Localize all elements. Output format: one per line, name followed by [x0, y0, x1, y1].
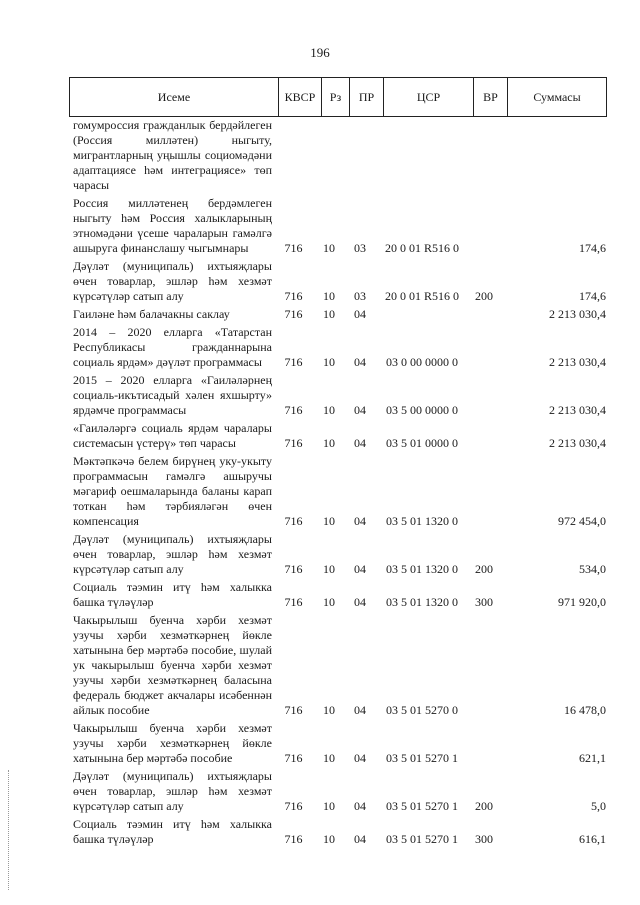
header-kbsr: КВСР — [279, 78, 322, 117]
row-rz: 10 — [323, 436, 335, 450]
row-pr: 04 — [354, 595, 366, 609]
row-sum: 174,6 — [579, 241, 606, 255]
row-csr: 20 0 01 R516 0 — [384, 241, 459, 255]
row-sum: 2 213 030,4 — [549, 436, 606, 450]
table-header — [69, 77, 607, 117]
row-kbsr: 716 — [284, 514, 303, 528]
row-pr: 04 — [354, 703, 366, 717]
header-vr: ВР — [474, 78, 508, 117]
row-pr: 04 — [354, 307, 366, 321]
row-sum: 16 478,0 — [564, 703, 606, 717]
row-sum: 2 213 030,4 — [549, 403, 606, 417]
row-kbsr: 716 — [284, 751, 303, 765]
header-csr: ЦСР — [384, 78, 474, 117]
margin-marks — [8, 770, 11, 890]
row-pr: 03 — [354, 289, 366, 303]
header-rz: Рз — [322, 78, 350, 117]
row-pr: 04 — [354, 436, 366, 450]
row-pr: 04 — [354, 514, 366, 528]
row-sum: 534,0 — [579, 562, 606, 576]
row-name: Социаль тәэмин итү һәм халыкка башка түләүләр — [73, 580, 272, 609]
row-vr: 200 — [475, 799, 493, 813]
row-rz: 10 — [323, 832, 335, 846]
row-csr: 03 5 01 5270 1 — [386, 799, 458, 813]
table-row — [73, 580, 606, 610]
table-row — [73, 721, 606, 766]
row-kbsr: 716 — [284, 403, 303, 417]
row-sum: 5,0 — [591, 799, 606, 813]
row-rz: 10 — [323, 241, 335, 255]
row-vr: 300 — [475, 595, 493, 609]
row-csr: 03 5 01 1320 0 — [386, 595, 458, 609]
row-rz: 10 — [323, 703, 335, 717]
row-sum: 174,6 — [579, 289, 606, 303]
row-pr: 03 — [354, 241, 366, 255]
row-rz: 10 — [323, 562, 335, 576]
row-kbsr: 716 — [284, 832, 303, 846]
row-name: Дәүләт (муниципаль) ихтыяҗлары өчен товарлар, эшләр һәм хезмәт күрсәтүләр сатып алу — [73, 769, 272, 813]
row-name: Дәүләт (муниципаль) ихтыяҗлары өчен товарлар, эшләр һәм хезмәт күрсәтүләр сатып алу — [73, 532, 272, 576]
row-rz: 10 — [323, 514, 335, 528]
table-row — [73, 259, 606, 304]
row-name: 2015 – 2020 елларга «Гаиләләрнең социаль-икътисадый хәлен яхшырту» ярдәмче программасы — [73, 373, 272, 417]
row-rz: 10 — [323, 751, 335, 765]
row-csr: 03 5 01 0000 0 — [386, 436, 458, 450]
table-row — [73, 532, 606, 577]
row-kbsr: 716 — [284, 703, 303, 717]
row-name: Социаль тәэмин итү һәм халыкка башка түләүләр — [73, 817, 272, 846]
page-number: 196 — [310, 45, 330, 60]
table-row — [73, 196, 606, 256]
table-row — [73, 454, 606, 529]
row-kbsr: 716 — [284, 289, 303, 303]
row-csr: 20 0 01 R516 0 — [384, 289, 459, 303]
row-name: 2014 – 2020 елларга «Татарстан Республикасы гражданнарына социаль ярдәм» дәүләт программасы — [73, 325, 272, 369]
row-csr: 03 5 01 1320 0 — [386, 514, 458, 528]
header-sum: Суммасы — [508, 78, 607, 117]
row-sum: 2 213 030,4 — [549, 355, 606, 369]
row-pr: 04 — [354, 832, 366, 846]
row-pr: 04 — [354, 403, 366, 417]
row-rz: 10 — [323, 289, 335, 303]
table-row — [73, 613, 606, 718]
row-vr: 300 — [475, 832, 493, 846]
row-pr: 04 — [354, 751, 366, 765]
row-pr: 04 — [354, 799, 366, 813]
row-rz: 10 — [323, 307, 335, 321]
table-body — [73, 118, 606, 850]
table-row — [73, 307, 606, 322]
row-name: Россия милләтенең бердәмлеген ныгыту һәм Россия халыкларының этномәдәни үсеше чараларын гамәлгә ашыруга финанслашу чыгымнары — [73, 196, 272, 255]
row-csr: 03 5 00 0000 0 — [386, 403, 458, 417]
table-row — [73, 373, 606, 418]
header-name: Исеме — [70, 78, 279, 117]
row-rz: 10 — [323, 355, 335, 369]
row-rz: 10 — [323, 799, 335, 813]
table-row — [73, 421, 606, 451]
row-name: Мәктәпкәчә белем бирүнең уку-укыту программасын гамәлгә ашыручы мәгариф оешмаларында баланы карап тоткан һәм тәрбияләгән өчен компенсация — [73, 454, 272, 528]
table-row — [73, 325, 606, 370]
row-pr: 04 — [354, 562, 366, 576]
row-kbsr: 716 — [284, 436, 303, 450]
row-rz: 10 — [323, 595, 335, 609]
row-kbsr: 716 — [284, 595, 303, 609]
row-sum: 621,1 — [579, 751, 606, 765]
table-row — [73, 118, 606, 193]
row-vr: 200 — [475, 562, 493, 576]
row-kbsr: 716 — [284, 799, 303, 813]
row-kbsr: 716 — [284, 562, 303, 576]
row-name: Чакырылыш буенча хәрби хезмәт узучы хәрби хезмәткәрнең йөкле хатынына бер мәртәбә пособие, шулай ук чакырылыш буенча хәрби хезмәт узучы хәрби хезмәткәрнең баласына федераль бюджет акчалары исәбеннән айлык пособие — [73, 613, 272, 717]
row-csr: 03 0 00 0000 0 — [386, 355, 458, 369]
row-sum: 616,1 — [579, 832, 606, 846]
row-sum: 972 454,0 — [558, 514, 606, 528]
table-row — [73, 769, 606, 814]
row-name: Гаиләне һәм балачакны саклау — [73, 307, 230, 321]
row-name: гомумроссия гражданлык бердәйлеген (Россия милләтен) ныгыту, мигрантларның уңышлы социомәдәни адаптациясе һәм интеграциясе» төп чарасы — [73, 118, 272, 192]
row-kbsr: 716 — [284, 355, 303, 369]
row-kbsr: 716 — [284, 241, 303, 255]
row-name: «Гаиләләргә социаль ярдәм чаралары системасын үстерү» төп чарасы — [73, 421, 272, 450]
row-sum: 971 920,0 — [558, 595, 606, 609]
row-rz: 10 — [323, 403, 335, 417]
row-kbsr: 716 — [284, 307, 303, 321]
row-csr: 03 5 01 5270 1 — [386, 751, 458, 765]
row-name: Дәүләт (муниципаль) ихтыяҗлары өчен товарлар, эшләр һәм хезмәт күрсәтүләр сатып алу — [73, 259, 272, 303]
table-row — [73, 817, 606, 847]
row-csr: 03 5 01 5270 1 — [386, 832, 458, 846]
row-csr: 03 5 01 5270 0 — [386, 703, 458, 717]
row-name: Чакырылыш буенча хәрби хезмәт узучы хәрби хезмәткәрнең йөкле хатынына бер мәртәбә пособие — [73, 721, 272, 765]
row-csr: 03 5 01 1320 0 — [386, 562, 458, 576]
row-pr: 04 — [354, 355, 366, 369]
header-pr: ПР — [350, 78, 384, 117]
row-sum: 2 213 030,4 — [549, 307, 606, 321]
row-vr: 200 — [475, 289, 493, 303]
